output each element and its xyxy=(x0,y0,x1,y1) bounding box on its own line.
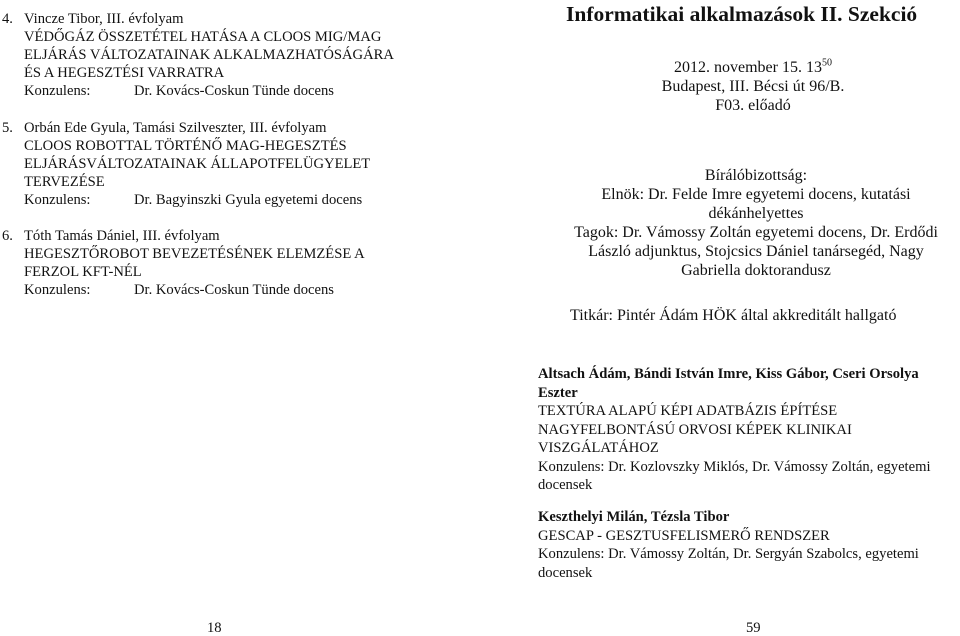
committee-members: Tagok: Dr. Vámossy Zoltán egyetemi docens, Dr. Erdődi xyxy=(574,224,938,241)
consultant-label: Konzulens: xyxy=(24,192,91,208)
committee-members-cont: László adjunktus, Stojcsics Dániel tanársegéd, Nagy xyxy=(588,243,924,260)
consultant-name: Dr. Kovács-Coskun Tünde docens xyxy=(134,83,334,99)
presentation-authors-cont: Eszter xyxy=(538,384,578,401)
page-number-right: 59 xyxy=(746,620,761,636)
consultant-label: Konzulens: xyxy=(24,282,91,298)
committee-members-cont: Gabriella doktorandusz xyxy=(681,262,831,279)
presentation-consultant: Konzulens: Dr. Vámossy Zoltán, Dr. Sergyán Szabolcs, egyetemi xyxy=(538,546,919,562)
session-meta xyxy=(568,58,938,115)
presentation-1 xyxy=(538,365,958,495)
session-room: F03. előadó xyxy=(715,97,791,114)
entry-number: 4. xyxy=(2,11,13,27)
entry-consultant xyxy=(24,281,464,299)
entry-number: 6. xyxy=(2,228,13,244)
consultant-label: Konzulens: xyxy=(24,83,91,99)
presentation-title-line: NAGYFELBONTÁSÚ ORVOSI KÉPEK KLINIKAI xyxy=(538,421,852,438)
committee-label: Bírálóbizottság: xyxy=(704,167,808,184)
entry-title-line: TERVEZÉSE xyxy=(24,174,105,190)
consultant-name: Dr. Kovács-Coskun Tünde docens xyxy=(134,282,334,298)
committee-chair-cont: dékánhelyettes xyxy=(708,205,804,222)
entry-author: Orbán Ede Gyula, Tamási Szilveszter, III. évfolyam xyxy=(24,120,327,136)
committee-block xyxy=(566,166,946,280)
entry-title-line: VÉDŐGÁZ ÖSSZETÉTEL HATÁSA A CLOOS MIG/MAG xyxy=(24,29,382,45)
entry-title-line: HEGESZTŐROBOT BEVEZETÉSÉNEK ELEMZÉSE A xyxy=(24,246,365,262)
consultant-name: Dr. Bagyinszki Gyula egyetemi docens xyxy=(134,192,363,208)
page-number-left: 18 xyxy=(207,620,222,636)
session-date-text: 2012. november 15. 13 xyxy=(674,59,822,76)
section-title: Informatikai alkalmazások II. Szekció xyxy=(566,2,918,26)
presentation-title-line: GESCAP - GESZTUSFELISMERŐ RENDSZER xyxy=(538,527,830,544)
session-time-minutes: 50 xyxy=(821,57,832,69)
entry-consultant xyxy=(24,191,464,209)
presentation-consultant-cont: docensek xyxy=(538,477,593,493)
entry-title-line: CLOOS ROBOTTAL TÖRTÉNŐ MAG-HEGESZTÉS xyxy=(24,138,347,154)
entry-author: Tóth Tamás Dániel, III. évfolyam xyxy=(24,228,220,244)
committee-chair: Elnök: Dr. Felde Imre egyetemi docens, kutatási xyxy=(601,186,911,203)
entry-title-line: ELJÁRÁS VÁLTOZATAINAK ALKALMAZHATÓSÁGÁRA xyxy=(24,47,394,63)
presentation-title-line: VISZGÁLATÁHOZ xyxy=(538,440,659,456)
presentation-2 xyxy=(538,508,958,582)
entry-author: Vincze Tibor, III. évfolyam xyxy=(24,11,184,27)
presentation-authors: Keszthelyi Milán, Tézsla Tibor xyxy=(538,509,730,525)
entry-number: 5. xyxy=(2,120,13,136)
presentation-consultant-cont: docensek xyxy=(538,564,593,581)
entry-title-line: ELJÁRÁSVÁLTOZATAINAK ÁLLAPOTFELÜGYELET xyxy=(24,156,371,172)
entry-consultant xyxy=(24,82,464,100)
session-date xyxy=(568,58,938,77)
entry-title-line: FERZOL KFT-NÉL xyxy=(24,264,142,280)
session-address: Budapest, III. Bécsi út 96/B. xyxy=(661,78,845,95)
committee-secretary: Titkár: Pintér Ádám HÖK által akkreditált hallgató xyxy=(570,307,897,324)
entry-title-line: ÉS A HEGESZTÉSI VARRATRA xyxy=(24,65,225,81)
presentation-consultant: Konzulens: Dr. Kozlovszky Miklós, Dr. Vámossy Zoltán, egyetemi xyxy=(538,458,931,475)
presentation-authors: Altsach Ádám, Bándi István Imre, Kiss Gábor, Cseri Orsolya xyxy=(538,366,919,382)
presentation-title-line: TEXTÚRA ALAPÚ KÉPI ADATBÁZIS ÉPÍTÉSE xyxy=(538,403,838,419)
